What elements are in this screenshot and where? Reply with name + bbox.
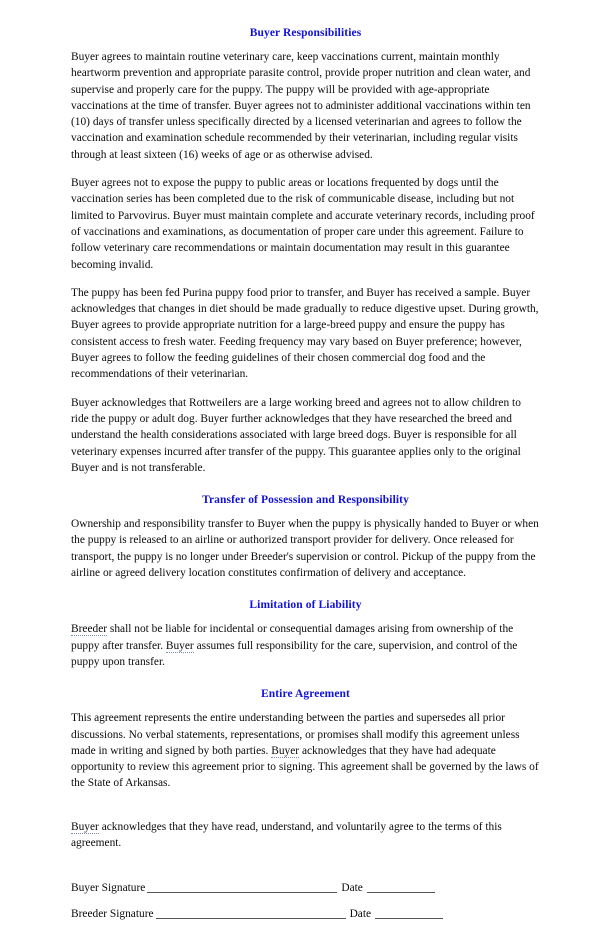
entire-agreement-suffix: acknowledges that they have had adequate opportunity to review this agreement prior to signing. This agreement shall be governed by the laws of the State of Arkansas. xyxy=(71,744,539,790)
paragraph-acknowledgement xyxy=(71,819,540,852)
breeder-signature-row xyxy=(71,906,540,922)
paragraph-entire-agreement xyxy=(71,710,540,791)
buyer-signature-label: Buyer Signature xyxy=(71,882,146,895)
section-heading-buyer-responsibilities: Buyer Responsibilities xyxy=(249,27,362,39)
section-heading-entire-agreement: Entire Agreement xyxy=(260,688,350,701)
breeder-signature-label: Breeder Signature xyxy=(71,907,154,920)
acknowledgement-block xyxy=(71,819,540,852)
grammar-flag-buyer-entire: Buyer xyxy=(271,744,300,757)
buyer-date-label: Date xyxy=(341,882,363,895)
buyer-signature-row xyxy=(71,880,540,896)
section-heading-transfer-of-possession: Transfer of Possession and Responsibility xyxy=(202,494,409,507)
paragraph-nutrition: The puppy has been fed Purina puppy food prior to transfer, and Buyer has received a sample. Buyer acknowledges that changes in diet should be made gradually to reduce digestive upset. During growth, Buyer agrees to provide appropriate nutrition for a large-breed puppy and ensure the puppy has consistent access to fresh water. Feeding frequency may vary based on Buyer preference; however, Buyer agrees to follow the feeding guidelines of their chosen commercial dog food and the recommendations of their veterinarian. xyxy=(71,286,539,381)
grammar-flag-buyer-ack: Buyer xyxy=(71,820,99,833)
paragraph-transfer-of-possession: Ownership and responsibility transfer to Buyer when the puppy is physically handed to Buyer or when the puppy is released to an airline or authorized transport provider for delivery. Once released for transport, the puppy is no longer under Breeder's supervision or control. Pickup of the puppy from the airline or agreed delivery location constitutes confirmation of delivery and acceptance. xyxy=(71,518,539,580)
breeder-signature-line[interactable] xyxy=(156,918,346,919)
document-body xyxy=(71,26,540,931)
signature-block xyxy=(71,880,540,922)
paragraph-public-exposure: Buyer agrees not to expose the puppy to public areas or locations frequented by dogs until the vaccination series has been completed due to the risk of communicable disease, including but not limited to Parvovirus. Buyer must maintain complete and accurate veterinary records, including proof of vaccinations and examinations, as documentation of proper care under this agreement. Failure to follow veterinary care recommendations or maintain documentation may result in this guarantee becoming invalid. xyxy=(71,177,535,271)
grammar-flag-buyer: Buyer xyxy=(165,639,194,652)
breeder-date-label: Date xyxy=(349,907,372,920)
paragraph-veterinary-care: Buyer agrees to maintain routine veterinary care, keep vaccinations current, maintain monthly heartworm prevention and appropriate parasite control, provide proper nutrition and clean water, and supervise and properly care for the puppy. The puppy will be provided with age-appropriate vaccinations at the time of transfer. Buyer agrees not to administer additional vaccinations within ten (10) days of transfer unless specifically directed by a licensed veterinarian and agrees to follow the vaccination and examination schedule recommended by their veterinarian, including regular visits through at least sixteen (16) weeks of age or as otherwise advised. xyxy=(71,51,531,161)
grammar-flag-breeder: Breeder xyxy=(71,623,108,636)
breeder-date-line[interactable] xyxy=(375,918,443,919)
paragraph-limitation-of-liability xyxy=(71,621,540,670)
section-heading-limitation-of-liability: Limitation of Liability xyxy=(249,599,362,612)
buyer-signature-line[interactable] xyxy=(147,892,337,893)
acknowledgement-text: acknowledges that they have read, understand, and voluntarily agree to the terms of this agreement. xyxy=(71,820,502,849)
entire-agreement-prefix: This agreement represents the entire understanding between the parties and supersedes all prior discussions. No verbal statements, representations, or promises shall modify this agreement unless made in writing and signed by both parties. xyxy=(71,712,520,757)
paragraph-breed-acknowledgement: Buyer acknowledges that Rottweilers are a large working breed and agrees not to allow children to ride the puppy or adult dog. Buyer further acknowledges that they have researched the breed and understand the health considerations associated with large breed dogs. Buyer is responsible for all veterinary expenses incurred after transfer of the puppy. This guarantee applies only to the original Buyer and is not transferable. xyxy=(71,396,521,474)
buyer-date-line[interactable] xyxy=(367,892,435,893)
liability-text-middle: shall not be liable for incidental or consequential damages arising from ownership of the puppy after transfer. xyxy=(71,623,514,652)
liability-text-suffix: assumes full responsibility for the care, supervision, and control of the puppy upon transfer. xyxy=(71,639,518,668)
